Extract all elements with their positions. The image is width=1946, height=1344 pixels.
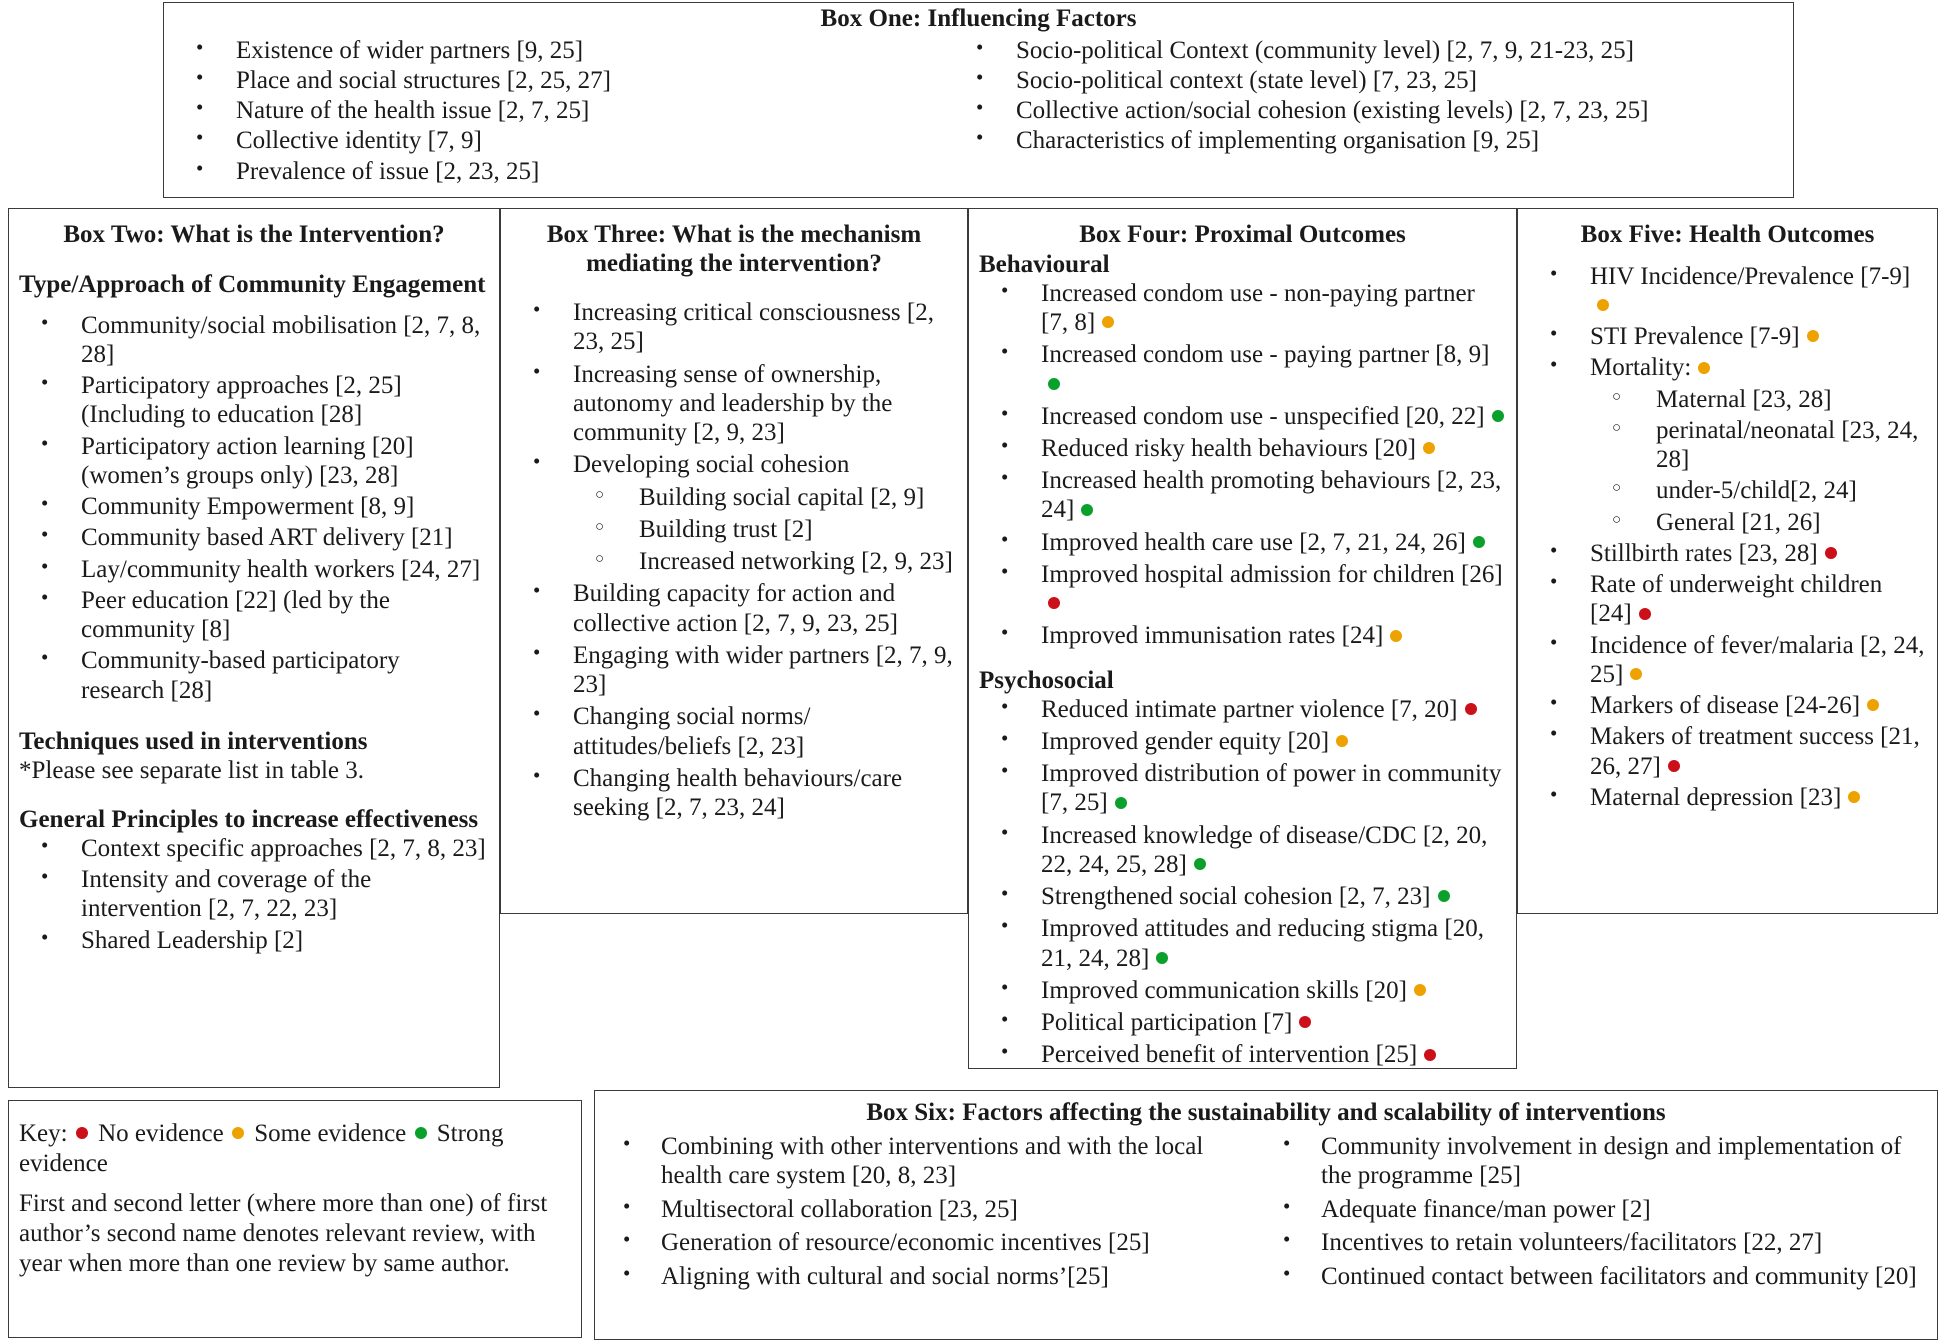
list-item-label: Mortality: [1590, 354, 1692, 382]
list-item-label: Increased condom use - non-paying partner [7, 8] [1041, 279, 1475, 336]
list-item-label: Changing health behaviours/care seeking [2, 7, 23, 24] [573, 764, 903, 821]
list-item: • Socio-political Context (community level) [2, 7, 9, 21-23, 25] [954, 36, 1783, 65]
list-item: • Characteristics of implementing organisation [9, 25] [954, 126, 1783, 155]
list-item-label: Changing social norms/ attitudes/beliefs [2, 23] [573, 703, 811, 760]
list-item: • Aligning with cultural and social norms’[25] [605, 1262, 1265, 1292]
list-item-label: Incidence of fever/malaria [2, 24, 25] [1590, 631, 1925, 688]
list-item [1528, 783, 1927, 812]
key-label: Key: [19, 1120, 68, 1147]
list-item: • Adequate finance/man power [2] [1265, 1195, 1927, 1225]
list-item-label: Improved communication skills [20] [1041, 976, 1407, 1004]
list-item-label: Improved attitudes and reducing stigma [20, 21, 24, 28] [1041, 915, 1484, 972]
list-item-label: Improved immunisation rates [24] [1041, 622, 1384, 650]
list-item [979, 340, 1506, 399]
list-item [979, 727, 1506, 756]
some-evidence-dot-icon [1867, 699, 1879, 711]
box-five-title: Box Five: Health Outcomes [1580, 221, 1875, 248]
list-item [1528, 631, 1927, 690]
list-item: • Collective identity [7, 9] [174, 126, 954, 155]
box-two-section3-list [19, 834, 489, 955]
some-evidence-dot-icon [1848, 791, 1860, 803]
box-two-section1-list [19, 311, 489, 705]
list-item: • Prevalence of issue [2, 23, 25] [174, 157, 954, 186]
list-item-label: Building trust [2] [639, 515, 813, 543]
list-item-label: Increased condom use - unspecified [20, 22] [1041, 402, 1485, 430]
list-item-label: Political participation [7] [1041, 1009, 1293, 1036]
list-item [979, 528, 1506, 557]
box-four-proximal-outcomes [968, 208, 1517, 1069]
list-item [511, 764, 957, 823]
list-item-label: Makers of treatment success [21, 26, 27] [1590, 723, 1920, 780]
list-item [1528, 416, 1927, 475]
list-item-label: Rate of underweight children [24] [1590, 571, 1883, 628]
list-item-label: under-5/child[2, 24] [1656, 477, 1857, 505]
list-item: • Community involvement in design and implementation of the programme [25] [1265, 1132, 1927, 1191]
box-four-psychosocial-heading: Psychosocial [979, 666, 1114, 694]
box-one-title: Box One: Influencing Factors [820, 5, 1137, 32]
strong-evidence-dot-icon [1438, 890, 1450, 902]
box-four-behavioural-heading: Behavioural [979, 250, 1110, 278]
box-six-sustainability [594, 1090, 1938, 1340]
no-evidence-dot-icon [1825, 547, 1837, 559]
list-item [979, 279, 1506, 338]
list-item: • Lay/community health workers [24, 27] [19, 555, 489, 584]
box-three-list [511, 298, 957, 822]
list-item: • Participatory approaches [2, 25] (Including to education [28] [19, 371, 489, 430]
list-item-label: Increasing critical consciousness [2, 23, 25] [573, 299, 934, 356]
list-item-label: perinatal/neonatal [23, 24, 28] [1656, 416, 1919, 473]
list-item-label: Improved gender equity [20] [1041, 727, 1330, 755]
some-evidence-dot-icon [1630, 668, 1642, 680]
list-item: • Socio-political context (state level) [7, 23, 25] [954, 66, 1783, 95]
list-item-label: Increased health promoting behaviours [2, 23, 24] [1041, 467, 1502, 524]
box-six-title: Box Six: Factors affecting the sustainability and scalability of interventions [866, 1099, 1666, 1126]
list-item [1528, 539, 1927, 568]
list-item [511, 579, 957, 638]
no-evidence-dot-icon [1465, 703, 1477, 715]
list-item-label: General [21, 26] [1656, 508, 1821, 536]
box-three-title: Box Three: What is the mechanism mediating the intervention? [546, 221, 922, 277]
no-evidence-dot-icon [1668, 760, 1680, 772]
list-item-label: Strengthened social cohesion [2, 7, 23] [1041, 883, 1431, 910]
list-item: • Multisectoral collaboration [23, 25] [605, 1195, 1265, 1225]
list-item [1528, 722, 1927, 781]
list-item-label: Building capacity for action and collective action [2, 7, 9, 23, 25] [573, 580, 898, 637]
no-evidence-dot-icon [1639, 608, 1651, 620]
box-six-right-list [1265, 1132, 1927, 1292]
key-strong-evidence-label: Strong evidence [19, 1120, 504, 1177]
list-item [979, 466, 1506, 525]
no-evidence-dot-icon [1048, 597, 1060, 609]
some-evidence-dot-icon [1597, 299, 1609, 311]
list-item [1528, 691, 1927, 720]
list-item-label: Increased knowledge of disease/CDC [2, 20, 22, 24, 25, 28] [1041, 821, 1488, 878]
list-item [979, 402, 1506, 431]
list-item: • Collective action/social cohesion (existing levels) [2, 7, 23, 25] [954, 96, 1783, 125]
list-item: • Community Empowerment [8, 9] [19, 492, 489, 521]
no-evidence-dot-icon [1299, 1016, 1311, 1028]
list-item-label: Markers of disease [24-26] [1590, 692, 1861, 719]
box-two-section3-heading: General Principles to increase effectiveness [19, 805, 479, 833]
list-item-label: HIV Incidence/Prevalence [7-9] [1590, 262, 1911, 290]
list-item [1528, 353, 1927, 382]
list-item: • Nature of the health issue [2, 7, 25] [174, 96, 954, 125]
box-two-title: Box Two: What is the Intervention? [63, 221, 445, 248]
list-item [979, 882, 1506, 911]
strong-evidence-dot-icon [1473, 536, 1485, 548]
list-item [979, 434, 1506, 463]
list-item: • Continued contact between facilitators and community [20] [1265, 1262, 1927, 1292]
list-item: • Combining with other interventions and with the local health care system [20, 8, 23] [605, 1132, 1265, 1191]
some-evidence-dot-icon [1423, 442, 1435, 454]
list-item-label: Stillbirth rates [23, 28] [1590, 539, 1818, 567]
list-item [511, 641, 957, 700]
list-item [979, 821, 1506, 880]
box-one-right-list [954, 36, 1783, 156]
box-two-section2-note: *Please see separate list in table 3. [19, 756, 365, 784]
key-legend-line [19, 1119, 571, 1179]
box-two-section1-heading: Type/Approach of Community Engagement [19, 270, 486, 298]
list-item: • Shared Leadership [2] [19, 926, 489, 955]
strong-evidence-dot-icon [1492, 410, 1504, 422]
some-evidence-dot-icon [1698, 362, 1710, 374]
list-item [1528, 262, 1927, 321]
list-item-label: STI Prevalence [7-9] [1590, 323, 1800, 350]
list-item-label: Reduced risky health behaviours [20] [1041, 434, 1416, 462]
list-item [511, 298, 957, 357]
list-item: • Community based ART delivery [21] [19, 523, 489, 552]
list-item: • Incentives to retain volunteers/facilitators [22, 27] [1265, 1228, 1927, 1258]
list-item [979, 914, 1506, 973]
box-two-intervention [8, 208, 500, 1088]
list-item [511, 702, 957, 761]
box-five-health-outcomes [1517, 208, 1938, 914]
box-six-left-list [605, 1132, 1265, 1292]
list-item [511, 483, 957, 512]
list-item [1528, 385, 1927, 414]
key-note: First and second letter (where more than one) of first author’s second name denotes relevant review, with year when more than one review by same author. [19, 1190, 548, 1277]
some-evidence-dot-icon [1390, 630, 1402, 642]
list-item: • Participatory action learning [20] (women’s groups only) [23, 28] [19, 432, 489, 491]
list-item [1528, 570, 1927, 629]
box-three-mechanism [500, 208, 968, 914]
box-four-psychosocial-list [979, 695, 1506, 1070]
list-item [1528, 508, 1927, 537]
list-item: • Existence of wider partners [9, 25] [174, 36, 954, 65]
list-item [979, 759, 1506, 818]
list-item [979, 1040, 1506, 1069]
list-item [511, 515, 957, 544]
list-item [511, 547, 957, 576]
list-item [1528, 476, 1927, 505]
list-item-label: Engaging with wider partners [2, 7, 9, 23] [573, 641, 953, 698]
key-some-evidence-label: Some evidence [254, 1120, 407, 1147]
list-item [511, 360, 957, 448]
list-item: • Community/social mobilisation [2, 7, 8, 28] [19, 311, 489, 370]
list-item [979, 621, 1506, 650]
list-item [979, 695, 1506, 724]
key-legend-box [8, 1100, 582, 1338]
list-item-label: Maternal [23, 28] [1656, 385, 1832, 413]
list-item-label: Improved distribution of power in community [7, 25] [1041, 760, 1502, 817]
list-item [1528, 322, 1927, 351]
some-evidence-dot-icon [1414, 984, 1426, 996]
some-evidence-dot-icon [1336, 735, 1348, 747]
strong-evidence-dot-icon [1156, 952, 1168, 964]
list-item-label: Increased condom use - paying partner [8, 9] [1041, 341, 1490, 368]
box-two-section2-heading: Techniques used in interventions [19, 727, 368, 755]
strong-evidence-dot-icon [1115, 797, 1127, 809]
list-item-label: Building social capital [2, 9] [639, 483, 925, 511]
strong-evidence-dot-icon [1081, 504, 1093, 516]
box-one-left-list [174, 36, 954, 186]
list-item: • Generation of resource/economic incentives [25] [605, 1228, 1265, 1258]
list-item-label: Increasing sense of ownership, autonomy and leadership by the community [2, 9, 23] [573, 360, 893, 446]
list-item-label: Developing social cohesion [573, 451, 850, 479]
list-item: • Place and social structures [2, 25, 27] [174, 66, 954, 95]
list-item-label: Maternal depression [23] [1590, 783, 1842, 811]
some-evidence-dot-icon [1102, 316, 1114, 328]
list-item [979, 976, 1506, 1005]
box-five-list [1528, 262, 1927, 813]
list-item: • Peer education [22] (led by the community [8] [19, 586, 489, 645]
list-item [979, 560, 1506, 619]
no-evidence-dot-icon [1424, 1049, 1436, 1061]
strong-evidence-dot-icon [1194, 858, 1206, 870]
list-item-label: Reduced intimate partner violence [7, 20] [1041, 695, 1458, 723]
list-item-label: Improved health care use [2, 7, 21, 24, 26] [1041, 528, 1466, 556]
strong-evidence-dot-icon [415, 1127, 427, 1139]
some-evidence-dot-icon [232, 1127, 244, 1139]
key-no-evidence-label: No evidence [98, 1120, 224, 1147]
list-item: • Community-based participatory research [28] [19, 646, 489, 705]
box-one-influencing-factors [163, 2, 1794, 198]
list-item [511, 450, 957, 479]
list-item: • Context specific approaches [2, 7, 8, 23] [19, 834, 489, 863]
list-item-label: Perceived benefit of intervention [25] [1041, 1041, 1418, 1069]
list-item [979, 1008, 1506, 1037]
list-item: • Intensity and coverage of the intervention [2, 7, 22, 23] [19, 865, 489, 924]
list-item-label: Increased networking [2, 9, 23] [639, 548, 953, 575]
strong-evidence-dot-icon [1048, 378, 1060, 390]
no-evidence-dot-icon [76, 1127, 88, 1139]
list-item-label: Improved hospital admission for children [26] [1041, 560, 1503, 588]
box-four-title: Box Four: Proximal Outcomes [1079, 221, 1406, 248]
some-evidence-dot-icon [1807, 330, 1819, 342]
box-four-behavioural-list [979, 279, 1506, 651]
